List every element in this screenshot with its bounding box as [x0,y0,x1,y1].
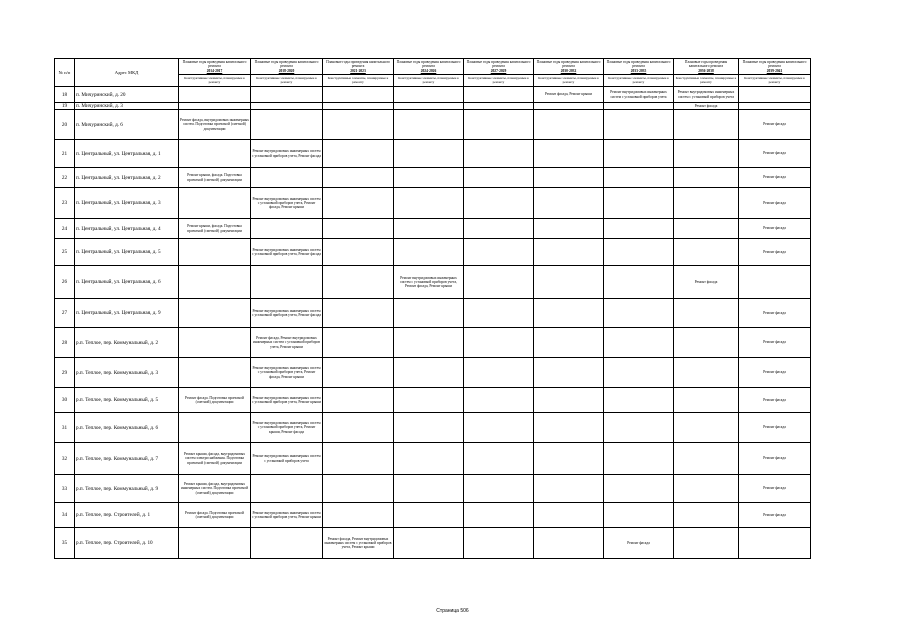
period-cell: Ремонт внутридомовых инженерных систем с установкой приборов учета, Ремонт крыши [251,503,323,528]
period-cell [604,475,674,503]
period-cell [739,103,811,110]
period-cell [604,239,674,266]
period-cell: Ремонт фасада [739,413,811,443]
period-cell: Ремонт внутридомовых инженерных систем с установкой приборов учета, Ремонт фасада, Ремонт крыши [251,188,323,219]
header-period-years: 2018-2020 [278,68,295,73]
period-cell [464,503,534,528]
table-row [55,239,811,266]
row-number: 21 [55,140,75,168]
period-cell: Ремонт крыши, фасада. Подготовка проектной (сметной) документации [179,168,251,188]
period-cell [394,358,464,388]
period-cell [394,443,464,475]
period-cell [534,140,604,168]
period-cell [179,413,251,443]
header-period-subtitle: Конструктивные элементы, планируемые к ремонту [534,75,604,87]
row-address: п. Центральный, ул. Центральная, д. 9 [75,299,179,328]
table-row [55,168,811,188]
period-cell [739,528,811,559]
row-address: р.п. Теплое, пер. Коммунальный, д. 5 [75,388,179,413]
period-cell: Ремонт внутридомовых инженерных систем с установкой приборов учета, Ремонт крыши, Ремонт фасада [251,413,323,443]
period-cell [604,188,674,219]
period-cell [674,528,739,559]
period-cell [534,103,604,110]
period-cell [394,87,464,103]
period-cell [674,328,739,358]
row-number: 28 [55,328,75,358]
header-period-title: Плановые годы проведения капитального ремонта [606,60,671,69]
period-cell [464,413,534,443]
row-number: 32 [55,443,75,475]
period-cell [604,266,674,299]
period-cell [394,503,464,528]
period-cell [179,328,251,358]
table-row [55,103,811,110]
period-cell [464,388,534,413]
header-period-subtitle: Конструктивные элементы, планируемые к ремонту [464,75,534,87]
period-cell [394,413,464,443]
period-cell [534,503,604,528]
period-cell [464,299,534,328]
period-cell [179,528,251,559]
period-cell: Ремонт внутридомовых инженерных систем с установкой приборов учета, Ремонт фасада, Ремонт крыши [251,358,323,388]
period-cell [674,413,739,443]
row-address: р.п. Теплое, пер. Коммунальный, д. 7 [75,443,179,475]
header-period-1 [251,59,323,75]
row-number: 23 [55,188,75,219]
header-period-8 [739,59,811,75]
period-cell: Ремонт фасада, Ремонт внутридомовых инженерных систем с установкой приборов учета, Ремонт крыши [323,528,394,559]
period-cell [674,443,739,475]
period-cell [604,503,674,528]
period-cell: Ремонт фасада, внутридомовых инженерных систем. Подготовка проектной (сметной) документации [179,110,251,140]
row-number: 25 [55,239,75,266]
row-number: 33 [55,475,75,503]
period-cell: Ремонт фасада [674,266,739,299]
period-cell: Ремонт крыши, фасада. Подготовка проектной (сметной) документации [179,219,251,239]
period-cell [251,110,323,140]
period-cell [394,388,464,413]
period-cell [464,87,534,103]
period-cell [534,388,604,413]
table-row [55,140,811,168]
period-cell [251,475,323,503]
header-period-7 [674,59,739,75]
period-cell [534,188,604,219]
period-cell [534,299,604,328]
header-period-years: 2039-2041 [766,68,783,73]
row-number: 30 [55,388,75,413]
table-row [55,503,811,528]
header-period-years: 2033-2035 [630,68,647,73]
row-address: п. Центральный, ул. Центральная, д. 2 [75,168,179,188]
period-cell [323,299,394,328]
period-cell [674,140,739,168]
row-address: п. Центральный, ул. Центральная, д. 3 [75,188,179,219]
period-cell [674,503,739,528]
period-cell [464,188,534,219]
period-cell [534,266,604,299]
header-period-years: 2024-2026 [420,68,437,73]
period-cell [674,475,739,503]
period-cell [739,266,811,299]
period-cell [179,188,251,219]
period-cell [323,413,394,443]
row-address: р.п. Теплое, пер. Коммунальный, д. 2 [75,328,179,358]
period-cell [394,188,464,219]
period-cell [604,299,674,328]
row-number: 19 [55,103,75,110]
period-cell [464,528,534,559]
period-cell: Ремонт фасада, Ремонт крыши [534,87,604,103]
period-cell [674,219,739,239]
row-number: 24 [55,219,75,239]
period-cell [323,140,394,168]
row-address: р.п. Теплое, пер. Строителей, д. 10 [75,528,179,559]
table-row [55,388,811,413]
header-num: № п/п [55,59,75,87]
period-cell [534,443,604,475]
row-address: п. Мичуринский, д. 6 [75,110,179,140]
table-row [55,110,811,140]
page-number: Страница 506 [436,608,469,614]
period-cell [534,219,604,239]
period-cell [534,328,604,358]
period-cell [604,388,674,413]
period-cell: Ремонт фасада [739,328,811,358]
period-cell [323,475,394,503]
period-cell: Ремонт внутридомовых инженерных систем с установкой приборов учета, Ремонт крыши [251,388,323,413]
period-cell: Ремонт фасада, Ремонт внутридомовых инженерных систем с установкой приборов учета, Ремонт крыши [251,328,323,358]
period-cell [464,219,534,239]
period-cell [394,528,464,559]
table-row [55,328,811,358]
header-period-title: Плановые годы проведения капитального ремонта [466,60,531,69]
period-cell [604,103,674,110]
table-row [55,188,811,219]
period-cell [674,388,739,413]
header-period-years: 2014-2017 [206,68,223,73]
header-period-title: Плановые годы проведения капитального ремонта [254,60,319,69]
period-cell: Ремонт фасада [739,188,811,219]
period-cell [323,328,394,358]
period-cell [394,103,464,110]
header-period-subtitle: Конструктивные элементы, планируемые к ремонту [394,75,464,87]
header-period-subtitle: Конструктивные элементы, планируемые к ремонту [674,75,739,87]
period-cell [604,358,674,388]
header-period-subtitle: Конструктивные элементы, планируемые к ремонту [739,75,811,87]
table-row [55,413,811,443]
period-cell [323,239,394,266]
period-cell [323,168,394,188]
row-address: п. Мичуринский, д. 20 [75,87,179,103]
period-cell: Ремонт внутридомовых инженерных систем с установкой приборов учета, Ремонт фасада, Ремонт крыши [394,266,464,299]
period-cell: Ремонт фасада [739,443,811,475]
header-period-0 [179,59,251,75]
period-cell [534,358,604,388]
header-period-subtitle: Конструктивные элементы, планируемые к ремонту [604,75,674,87]
row-number: 20 [55,110,75,140]
period-cell: Ремонт фасада [739,140,811,168]
period-cell [534,475,604,503]
period-cell [179,239,251,266]
row-number: 27 [55,299,75,328]
period-cell [323,358,394,388]
period-cell [394,328,464,358]
period-cell [251,168,323,188]
header-period-4 [464,59,534,75]
period-cell [394,110,464,140]
period-cell [394,239,464,266]
period-cell: Ремонт фасада [739,475,811,503]
table-row [55,266,811,299]
header-period-title: Плановые годы проведения капитального ремонта [326,60,390,69]
period-cell [323,266,394,299]
period-cell: Ремонт внутридомовых инженерных систем с установкой приборов учета [674,87,739,103]
table-header [55,59,811,87]
period-cell [464,358,534,388]
period-cell: Ремонт внутридомовых инженерных систем с установкой приборов учета, Ремонт фасада [251,140,323,168]
row-address: р.п. Теплое, пер. Коммунальный, д. 3 [75,358,179,388]
period-cell [464,328,534,358]
row-address: п. Центральный, ул. Центральная, д. 6 [75,266,179,299]
period-cell [464,168,534,188]
table-row [55,219,811,239]
row-number: 31 [55,413,75,443]
period-cell [394,475,464,503]
period-cell [179,103,251,110]
row-address: п. Мичуринский, д. 3 [75,103,179,110]
period-cell: Ремонт крыши, фасада, внутридомовых систем электроснабжения. Подготовка проектной (сметной) документации [179,443,251,475]
period-cell [674,299,739,328]
period-cell [323,219,394,239]
period-cell: Ремонт фасада [739,299,811,328]
period-cell [251,266,323,299]
period-cell: Ремонт внутридомовых инженерных систем с установкой приборов учета [604,87,674,103]
period-cell [534,413,604,443]
period-cell [323,103,394,110]
period-cell: Ремонт фасада. Подготовка проектной (сметной) документации [179,503,251,528]
table-body [55,87,811,559]
period-cell: Ремонт внутридомовых инженерных систем с установкой приборов учета, Ремонт фасада [251,239,323,266]
period-cell: Ремонт фасада [739,219,811,239]
period-cell [604,140,674,168]
row-number: 26 [55,266,75,299]
period-cell [464,266,534,299]
period-cell: Ремонт внутридомовых инженерных систем с установкой приборов учета, Ремонт фасада [251,299,323,328]
period-cell [534,528,604,559]
period-cell [464,239,534,266]
table-row [55,475,811,503]
row-address: п. Центральный, ул. Центральная, д. 5 [75,239,179,266]
header-period-years: 2030-2032 [560,68,577,73]
period-cell [179,266,251,299]
header-period-6 [604,59,674,75]
row-number: 18 [55,87,75,103]
table-row [55,528,811,559]
period-cell [674,358,739,388]
period-cell [323,443,394,475]
header-period-years: 2027-2029 [490,68,507,73]
period-cell [604,168,674,188]
period-cell [394,168,464,188]
row-number: 22 [55,168,75,188]
header-period-title: Плановые годы проведения капитального ремонта [396,60,461,69]
period-cell [604,443,674,475]
row-number: 35 [55,528,75,559]
period-cell [179,358,251,388]
header-address: Адрес МКД [75,59,179,87]
header-period-subtitle: Конструктивные элементы, планируемые к ремонту [251,75,323,87]
header-period-years: 2036-2038 [698,68,714,73]
period-cell: Ремонт фасада. Подготовка проектной (сметной) документации [179,388,251,413]
row-number: 34 [55,503,75,528]
period-cell [604,413,674,443]
period-cell [323,110,394,140]
period-cell: Ремонт фасада [739,110,811,140]
header-period-subtitle: Конструктивные элементы, планируемые к ремонту [179,75,251,87]
period-cell [323,503,394,528]
header-period-title: Плановые годы проведения капитального ремонта [536,60,601,69]
header-period-title: Плановые годы проведения капитального ремонта [182,60,247,69]
row-address: р.п. Теплое, пер. Строителей, д. 1 [75,503,179,528]
period-cell [534,239,604,266]
period-cell [674,239,739,266]
header-period-2 [323,59,394,75]
table-row [55,299,811,328]
period-cell [251,528,323,559]
period-cell [674,110,739,140]
period-cell [179,299,251,328]
period-cell [464,110,534,140]
period-cell: Ремонт внутридомовых инженерных систем с установкой приборов учета [251,443,323,475]
header-period-years: 2021-2023 [350,68,366,73]
header-period-5 [534,59,604,75]
capital-repair-table [54,58,811,559]
period-cell: Ремонт фасада [739,168,811,188]
period-cell: Ремонт фасада [739,239,811,266]
header-period-title: Плановые годы проведения капитального ремонта [742,60,807,69]
period-cell [179,140,251,168]
period-cell [604,219,674,239]
period-cell [604,328,674,358]
period-cell [604,110,674,140]
row-number: 29 [55,358,75,388]
period-cell: Ремонт фасада [604,528,674,559]
period-cell [251,103,323,110]
header-period-subtitle: Конструктивные элементы, планируемые к ремонту [323,75,394,87]
period-cell [464,140,534,168]
period-cell: Ремонт фасада [739,388,811,413]
period-cell [534,110,604,140]
period-cell [674,168,739,188]
period-cell: Ремонт фасада [739,358,811,388]
row-address: р.п. Теплое, пер. Коммунальный, д. 9 [75,475,179,503]
table-row [55,87,811,103]
table-row [55,358,811,388]
period-cell [323,388,394,413]
period-cell [534,168,604,188]
row-address: п. Центральный, ул. Центральная, д. 4 [75,219,179,239]
period-cell [739,87,811,103]
period-cell: Ремонт фасада [674,103,739,110]
table-row [55,443,811,475]
period-cell [394,299,464,328]
row-address: п. Центральный, ул. Центральная, д. 1 [75,140,179,168]
row-address: р.п. Теплое, пер. Коммунальный, д. 6 [75,413,179,443]
period-cell [674,188,739,219]
period-cell [323,87,394,103]
period-cell [464,475,534,503]
header-period-3 [394,59,464,75]
period-cell [179,87,251,103]
period-cell [394,140,464,168]
period-cell [464,443,534,475]
period-cell: Ремонт фасада [739,503,811,528]
period-cell [323,188,394,219]
period-cell [394,219,464,239]
period-cell: Ремонт крыши, фасада, внутридомовых инженерных систем. Подготовка проектной (сметной) документации [179,475,251,503]
period-cell [464,103,534,110]
period-cell [251,87,323,103]
period-cell [251,219,323,239]
header-period-title: Плановые годы проведения капитального ремонта [684,60,728,69]
